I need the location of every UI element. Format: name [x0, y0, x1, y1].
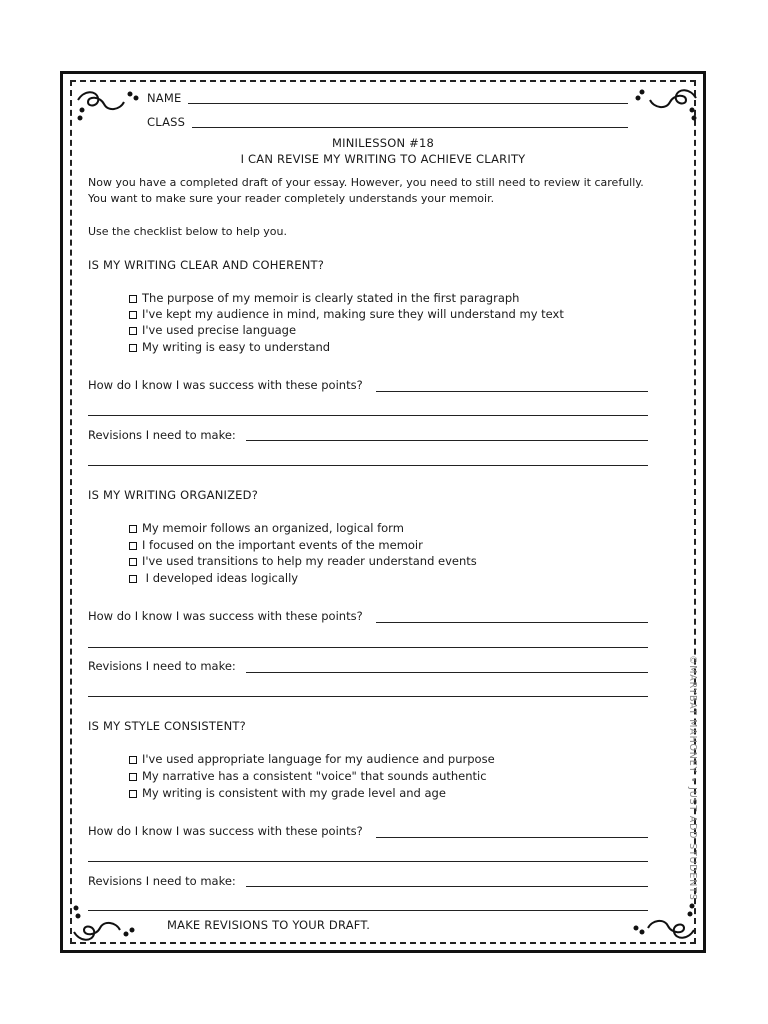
- checklist-item[interactable]: I've used transitions to help my reader understand events: [129, 554, 477, 568]
- class-label: CLASS: [147, 115, 186, 129]
- checkbox[interactable]: [129, 295, 137, 303]
- checkbox[interactable]: [129, 558, 137, 566]
- checklist-item[interactable]: I've used appropriate language for my audience and purpose: [129, 752, 495, 766]
- checkbox[interactable]: [129, 327, 137, 335]
- answer-line[interactable]: [246, 672, 648, 673]
- checkbox[interactable]: [129, 756, 137, 764]
- answer-line[interactable]: [88, 415, 648, 416]
- intro-line-1: Now you have a completed draft of your essay. However, you need to still need to review it carefully.: [88, 176, 644, 189]
- name-label: NAME: [147, 91, 182, 105]
- corner-flourish-top-right-icon: [634, 84, 700, 124]
- answer-line[interactable]: [376, 391, 648, 392]
- page-border-inner-dashed: [70, 80, 696, 944]
- section-heading-organized: IS MY WRITING ORGANIZED?: [88, 488, 259, 502]
- checklist-item[interactable]: My memoir follows an organized, logical form: [129, 521, 404, 535]
- answer-line[interactable]: [88, 465, 648, 466]
- answer-line[interactable]: [88, 696, 648, 697]
- answer-line[interactable]: [88, 861, 648, 862]
- checkbox[interactable]: [129, 525, 137, 533]
- checklist-item[interactable]: The purpose of my memoir is clearly stated in the first paragraph: [129, 291, 519, 305]
- name-field-line[interactable]: [188, 103, 628, 104]
- answer-line[interactable]: [88, 910, 648, 911]
- revisions-label: Revisions I need to make:: [88, 428, 236, 442]
- checkbox[interactable]: [129, 790, 137, 798]
- lesson-title: MINILESSON #18: [332, 136, 434, 150]
- answer-line[interactable]: [246, 886, 648, 887]
- checkbox[interactable]: [129, 311, 137, 319]
- checkbox[interactable]: [129, 773, 137, 781]
- corner-flourish-bottom-left-icon: [70, 902, 136, 944]
- success-question: How do I know I was success with these points?: [88, 378, 363, 392]
- checklist-item[interactable]: I developed ideas logically: [129, 571, 298, 585]
- answer-line[interactable]: [376, 837, 648, 838]
- copyright-watermark: ©MARYBAT MAHONEY • JUST ADD STUDENTS: [687, 655, 698, 901]
- revisions-label: Revisions I need to make:: [88, 874, 236, 888]
- checklist-item[interactable]: I focused on the important events of the memoir: [129, 538, 423, 552]
- answer-line[interactable]: [376, 622, 648, 623]
- checklist-item[interactable]: I've used precise language: [129, 323, 296, 337]
- success-question: How do I know I was success with these points?: [88, 609, 363, 623]
- checkbox[interactable]: [129, 542, 137, 550]
- answer-line[interactable]: [246, 440, 648, 441]
- section-heading-clear: IS MY WRITING CLEAR AND COHERENT?: [88, 258, 325, 272]
- revisions-label: Revisions I need to make:: [88, 659, 236, 673]
- class-field-line[interactable]: [192, 127, 628, 128]
- answer-line[interactable]: [88, 647, 648, 648]
- checkbox[interactable]: [129, 575, 137, 583]
- corner-flourish-bottom-right-icon: [632, 900, 698, 942]
- corner-flourish-top-left-icon: [74, 86, 144, 126]
- checklist-item[interactable]: My writing is consistent with my grade level and age: [129, 786, 446, 800]
- checklist-item[interactable]: My writing is easy to understand: [129, 340, 330, 354]
- intro-line-3: Use the checklist below to help you.: [88, 225, 288, 238]
- checklist-item[interactable]: My narrative has a consistent "voice" that sounds authentic: [129, 769, 487, 783]
- checklist-item[interactable]: I've kept my audience in mind, making sure they will understand my text: [129, 307, 564, 321]
- intro-line-2: You want to make sure your reader completely understands your memoir.: [88, 192, 495, 205]
- section-heading-style: IS MY STYLE CONSISTENT?: [88, 719, 246, 733]
- footer-instruction: MAKE REVISIONS TO YOUR DRAFT.: [167, 918, 371, 932]
- lesson-subtitle: I CAN REVISE MY WRITING TO ACHIEVE CLARITY: [240, 152, 526, 166]
- success-question: How do I know I was success with these points?: [88, 824, 363, 838]
- checkbox[interactable]: [129, 344, 137, 352]
